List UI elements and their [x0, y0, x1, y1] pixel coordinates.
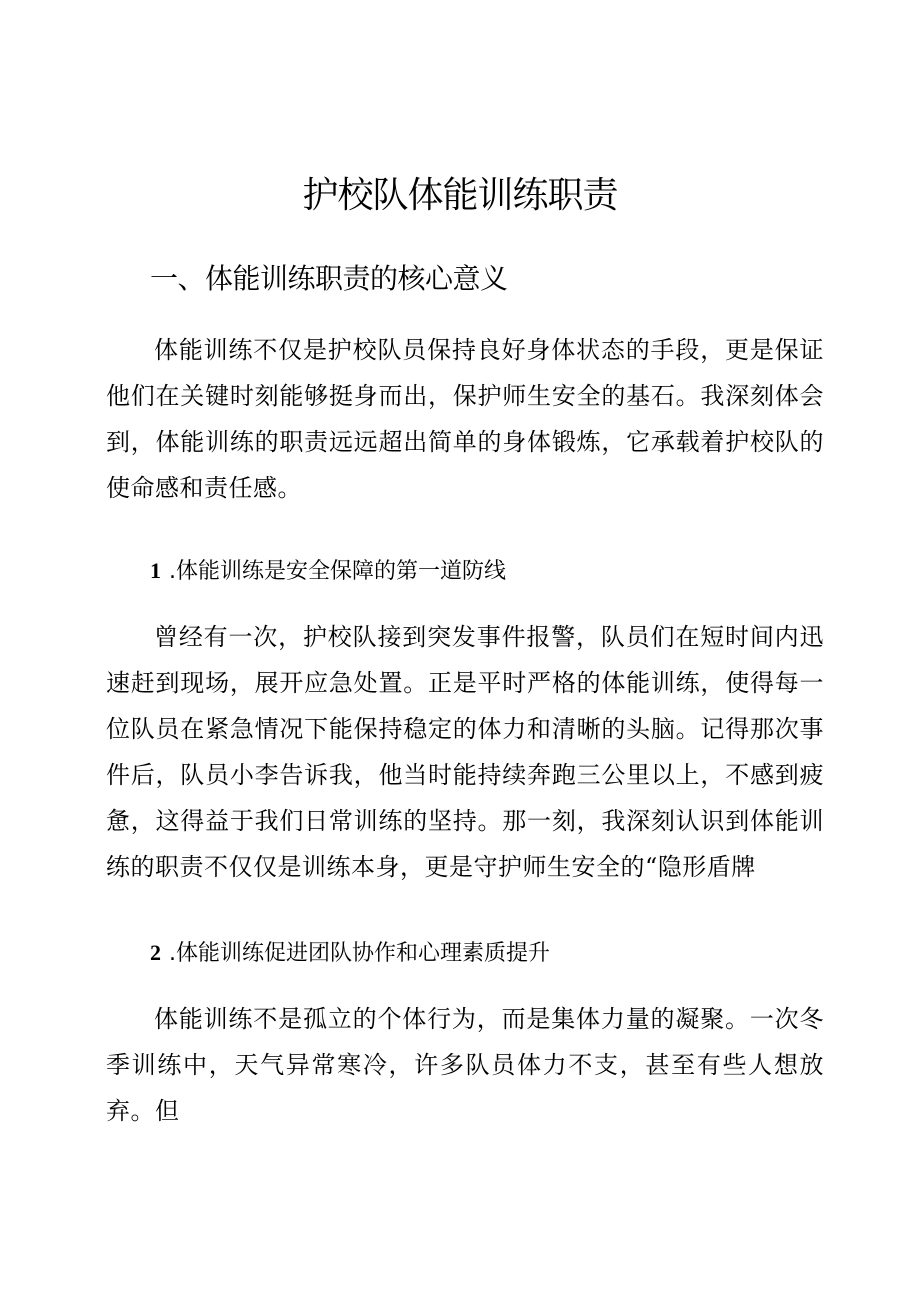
- subsection-title-2: .体能训练促进团队协作和心理素质提升: [169, 941, 550, 966]
- subsection-heading-2: [150, 935, 550, 972]
- document-title: 护校队体能训练职责: [302, 175, 618, 216]
- subsection-heading-1: [150, 553, 506, 590]
- subsection-paragraph-2: 体能训练不是孤立的个体行为，而是集体力量的凝聚。一次冬季训练中，天气异常寒冷，许多队员体力不支，甚至有些人想放弃。但: [106, 1005, 824, 1125]
- subsection-number-1: 1: [150, 558, 161, 583]
- subsection-paragraph-1: 曾经有一次，护校队接到突发事件报警，队员们在短时间内迅速赶到现场，展开应急处置。正是平时严格的体能训练，使得每一位队员在紧急情况下能保持稳定的体力和清晰的头脑。记得那次事件后，队员小李告诉我，他当时能持续奔跑三公里以上，不感到疲惫，这得益于我们日常训练的坚持。那一刻，我深刻认识到体能训练的职责不仅仅是训练本身，更是守护师生安全的“隐形盾牌: [106, 623, 824, 881]
- section-heading-core-meaning: 一、体能训练职责的核心意义: [150, 262, 508, 295]
- subsection-title-1: .体能训练是安全保障的第一道防线: [169, 559, 506, 584]
- section-intro-paragraph: 体能训练不仅是护校队员保持良好身体状态的手段，更是保证他们在关键时刻能够挺身而出，保护师生安全的基石。我深刻体会到，体能训练的职责远远超出简单的身体锻炼，它承载着护校队的使命感和责任感。: [106, 336, 824, 502]
- subsection-number-2: 2: [150, 940, 161, 965]
